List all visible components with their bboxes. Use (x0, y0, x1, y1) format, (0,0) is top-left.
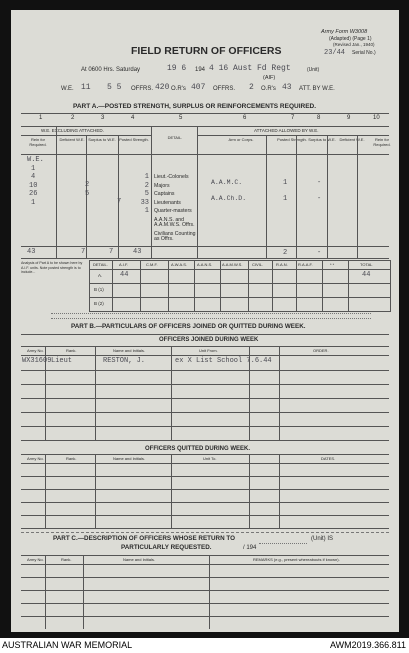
dist-head: DETAIL. (93, 262, 108, 267)
dist-aif-value: 44 (120, 271, 129, 279)
we-cell: 26 (29, 190, 38, 199)
return-date: 19 6 (167, 64, 187, 73)
total-reinf: 43 (27, 248, 36, 256)
posted-cell: 1 (144, 173, 149, 181)
total-surplus: 7 (109, 248, 114, 256)
posted-cell: 33 (140, 198, 149, 207)
ors-value: 407 (191, 83, 206, 92)
att-surplus-cell: - (317, 179, 322, 187)
form-title: FIELD RETURN OF OFFICERS (131, 45, 282, 57)
dist-head: C.M.F. (146, 262, 158, 267)
col-number: 7 (291, 115, 295, 121)
joined-army-no: WX31609 (22, 357, 52, 365)
att-surplus-cell: - (317, 195, 322, 203)
part-b-heading: PART B.—PARTICULARS OF OFFICERS JOINED OR QUITTED DURING WEEK. (71, 323, 306, 330)
header-att-posted: Posted Strength. (277, 137, 307, 142)
attached-value: 43 (282, 83, 292, 92)
we-ors-value: 420 (155, 83, 170, 92)
header-reinf: Rein for Required. (29, 137, 47, 147)
quitted-col-head: Rank. (66, 456, 77, 461)
we-cell: 1 (31, 198, 36, 207)
aif-label: (AIF) (263, 75, 276, 81)
dist-row-label: B (2) (94, 301, 104, 306)
header-detail: DETAIL. (167, 135, 183, 140)
adapted-label: (Adapted) (Page 1) (329, 36, 372, 42)
header-att-surplus: Surplus to W.E. (308, 137, 336, 142)
quitted-table (21, 454, 389, 530)
we-label: W.E. (61, 86, 74, 92)
part-c-date: / 194 (243, 545, 257, 551)
detail-list (154, 173, 198, 243)
surplus-cell: 7 (117, 198, 122, 206)
detail-row: Lieut.-Colonels (154, 174, 189, 180)
attached-label: ATT. BY W.E. (299, 86, 335, 92)
posted-column (135, 173, 149, 216)
detail-row: Lieutenants (154, 199, 181, 206)
dist-head: A.I.F. (119, 262, 129, 267)
unit-suffix: (Unit) (307, 67, 320, 73)
header-att-deficient: Deficient W.E. (339, 137, 365, 142)
dist-head: TOTAL (360, 262, 373, 267)
army-form-label: Army Form W3008 (321, 29, 368, 35)
form-sheet (11, 10, 399, 632)
part-a-heading: PART A.—POSTED STRENGTH, SURPLUS OR REINFORCEMENTS REQUIRED. (73, 103, 317, 110)
footer-institution: AUSTRALIAN WAR MEMORIAL (2, 640, 133, 650)
deficient-cell: 2 (85, 181, 90, 189)
serial-number: 23/44 (324, 49, 346, 57)
revised-label: (Revised Jan., 1940) (333, 42, 375, 47)
quitted-col-head: DATES. (321, 456, 336, 461)
detail-row: Majors (154, 182, 170, 189)
unit-name: 4 16 Aust Fd Regt (209, 64, 291, 73)
col-number: 8 (317, 115, 321, 121)
footer-accession-number: AWM2019.366.811 (329, 640, 406, 650)
quitted-col-head: Name and Initials. (113, 456, 146, 461)
header-surplus: Surplus to W.E. (88, 137, 116, 142)
joined-unit-from: ex X List School 7.6.44 (175, 357, 272, 365)
analysis-note: Analysis of Part A to be shown here by A.I.F. units. Note posted strength is to include... (21, 261, 83, 275)
arm-corps-cell: A.A.M.C. (211, 179, 243, 186)
col-number: 3 (101, 115, 105, 121)
dist-head: * * (330, 262, 335, 267)
header-posted: Posted Strength. (119, 137, 149, 142)
part-c-col-head: REMARKS (e.g., present whereabouts if known). (253, 557, 340, 562)
dist-head: R.A.A.F. (298, 262, 313, 267)
col-number: 1 (39, 115, 43, 121)
part-c-col-head: Name and Initials. (123, 557, 156, 562)
joined-col-head: Army No. (27, 348, 44, 353)
we-cell: 4 (31, 173, 36, 182)
header-arm-corps: Arm or Corps. (228, 137, 254, 142)
we-value-2: 5 5 (107, 83, 122, 92)
posted-cell: 5 (144, 190, 149, 199)
joined-col-head: Name and Initials. (113, 348, 146, 353)
col-number: 4 (131, 115, 135, 121)
quitted-col-head: Army No. (27, 456, 44, 461)
joined-rank: Lieut (51, 357, 73, 365)
quitted-heading: OFFICERS QUITTED DURING WEEK. (145, 446, 250, 452)
quitted-col-head: Unit To. (203, 456, 217, 461)
serial-label: Serial No.) (352, 50, 376, 56)
distribution-table (89, 260, 391, 312)
at-line-label: At 0600 Hrs. Saturday (81, 67, 141, 73)
arm-corps-cell: A.A.Ch.D. (211, 195, 247, 202)
joined-name: RESTON, J. (103, 357, 146, 365)
offrs-value-2: 2 (249, 83, 254, 92)
col-number: 5 (179, 115, 183, 121)
archive-footer (0, 638, 409, 653)
header-att-reinf: Rein for Required. (373, 137, 391, 147)
header-deficient: Deficient W.E. (59, 137, 85, 142)
we-column (27, 156, 44, 208)
ors-label-2: O.R's (261, 86, 276, 92)
total-posted: 43 (133, 248, 142, 256)
ors-label: O.R's (171, 86, 186, 92)
offrs-label: OFFRS. (131, 86, 153, 92)
we-cell: W.E. (27, 156, 44, 164)
dist-row-label: A. (98, 273, 103, 278)
detail-row: Quarter-masters (154, 208, 192, 215)
dist-total-value: 44 (362, 271, 371, 279)
dist-row-label: B (1) (94, 287, 104, 292)
posted-cell: 2 (144, 181, 149, 190)
dist-head: A.A.N.S. (197, 262, 213, 267)
part-c-col-head: Army No. (27, 557, 44, 562)
we-offrs-value: 11 (81, 83, 91, 92)
joined-col-head: Unit From. (199, 348, 218, 353)
attached-header: ATTACHED ALLOWED BY W.E. (254, 128, 319, 133)
detail-row: A.A.N.S. and A.A.M.W.S. Offrs. (154, 216, 195, 229)
we-excluding-header: W.E. EXCLUDING ATTACHED. (41, 128, 104, 133)
part-c-col-head: Rank. (61, 557, 72, 562)
part-a-column-numbers (21, 115, 389, 125)
detail-row: Captains (154, 191, 175, 198)
col-number: 6 (243, 115, 247, 121)
att-total-surplus: - (317, 249, 322, 257)
part-c-heading: PART C.—DESCRIPTION OF OFFICERS WHOSE RETURN TO (53, 535, 236, 542)
col-number: 9 (347, 115, 351, 121)
part-c-unit-label: (Unit) IS (311, 536, 334, 542)
deficient-cell: 5 (85, 190, 90, 198)
year-label: 194 (195, 67, 206, 73)
joined-table (21, 346, 389, 442)
att-posted-cell: 1 (283, 195, 288, 203)
att-total-posted: 2 (283, 249, 288, 257)
col-number: 10 (373, 115, 380, 121)
dist-head: CIVIL. (252, 262, 264, 267)
total-deficient: 7 (81, 248, 86, 256)
dist-head: A.A.M.W.S. (222, 262, 243, 267)
detail-row: Civilians Counting as Offrs. (154, 230, 196, 243)
dist-head: A.W.A.S. (171, 262, 188, 267)
we-cell: 1 (31, 164, 36, 173)
offrs-label-2: OFFRS. (213, 86, 235, 92)
posted-cell: 1 (144, 207, 149, 216)
joined-heading: OFFICERS JOINED DURING WEEK (159, 337, 259, 343)
part-c-particularly: PARTICULARLY REQUESTED. (121, 544, 212, 551)
att-posted-cell: 1 (283, 179, 288, 187)
joined-col-head: ORDER. (313, 348, 329, 353)
joined-col-head: Rank. (66, 348, 77, 353)
dist-head: R.A.N. (276, 262, 288, 267)
part-a-column-headers (21, 135, 391, 154)
col-number: 2 (71, 115, 75, 121)
we-cell: 10 (29, 181, 38, 190)
part-c-table (21, 555, 389, 631)
